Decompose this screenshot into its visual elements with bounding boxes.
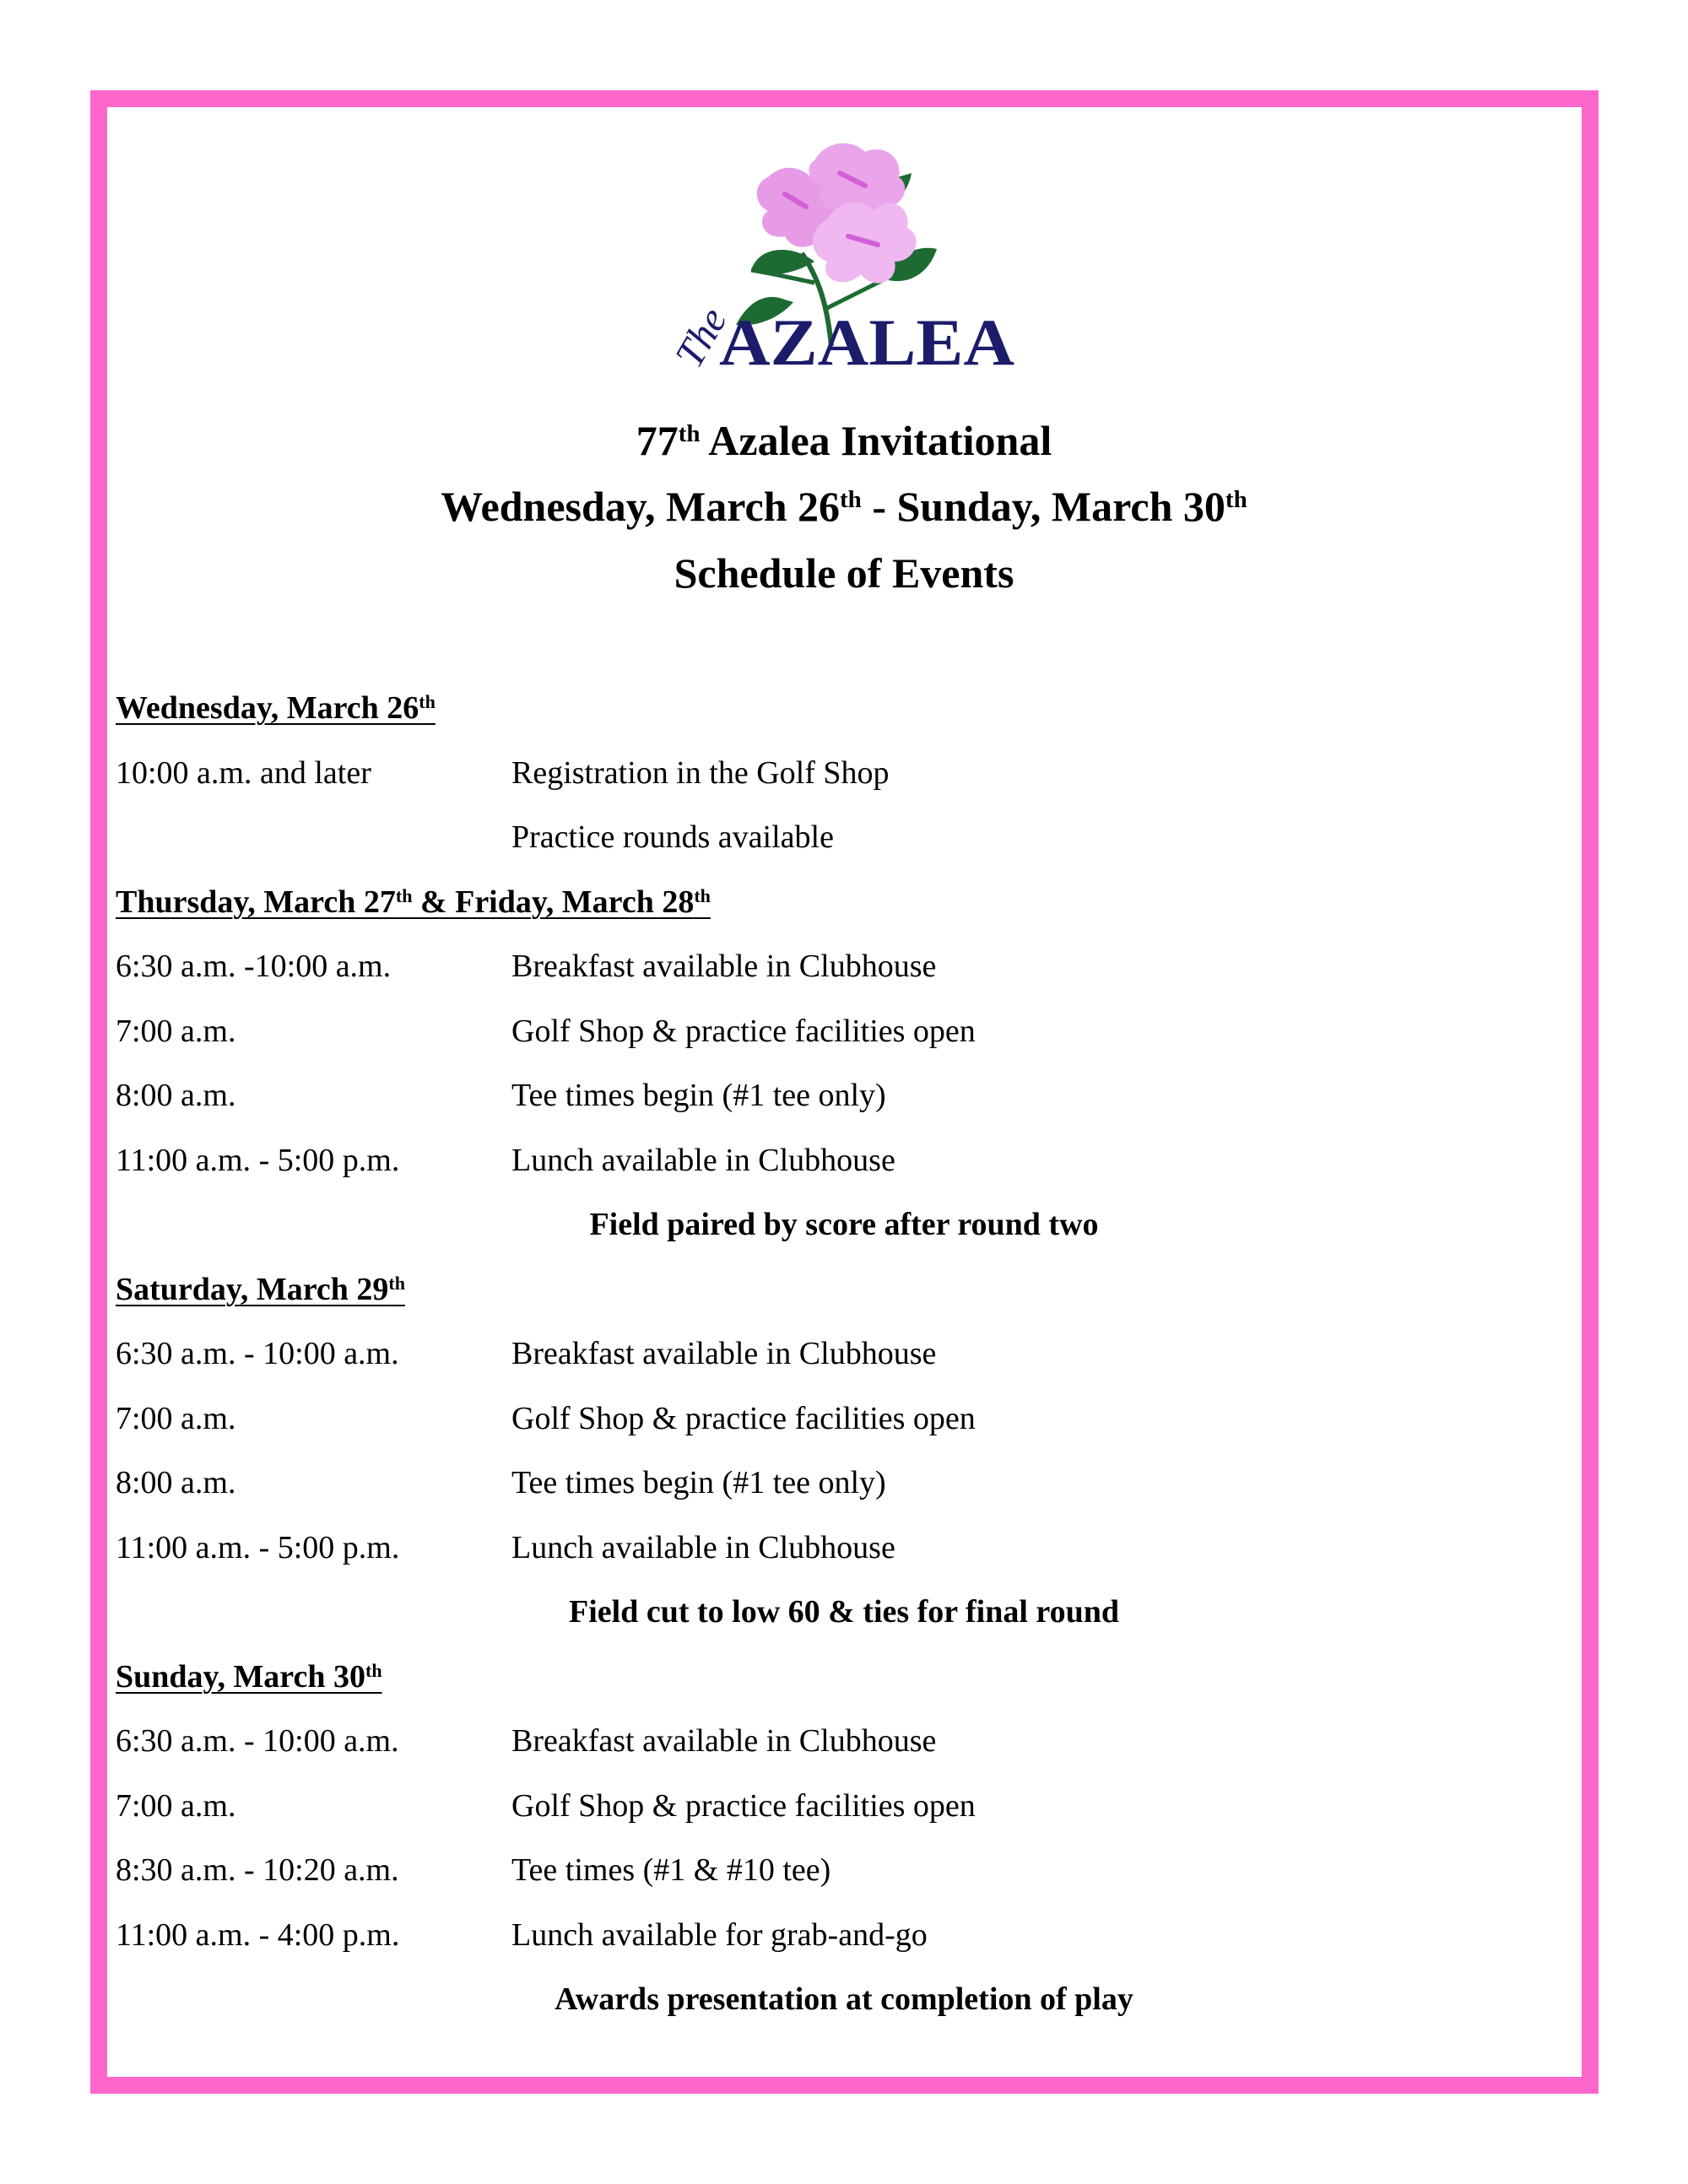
text-segment: Thursday, March 27 — [116, 884, 396, 920]
ordinal-suffix: th — [1225, 486, 1247, 514]
day-heading — [116, 883, 711, 922]
schedule-event: Tee times (#1 & #10 tee) — [511, 1852, 831, 1888]
event-title — [0, 415, 1688, 466]
schedule-time: 11:00 a.m. - 4:00 p.m. — [116, 1916, 400, 1953]
ordinal-suffix: th — [678, 420, 701, 448]
schedule-time: 10:00 a.m. and later — [116, 754, 371, 791]
schedule-time: 11:00 a.m. - 5:00 p.m. — [116, 1142, 400, 1178]
event-dates — [0, 481, 1688, 532]
ordinal-suffix: th — [388, 1272, 405, 1294]
ordinal-suffix: th — [694, 884, 711, 906]
schedule-event: Registration in the Golf Shop — [511, 754, 890, 791]
day-note: Field cut to low 60 & ties for final round — [569, 1594, 1119, 1630]
schedule-event: Breakfast available in Clubhouse — [511, 1723, 937, 1759]
text-segment: - Sunday, March 30 — [861, 483, 1225, 530]
schedule-heading — [0, 548, 1688, 598]
schedule-event: Practice rounds available — [511, 819, 834, 855]
text-segment: Saturday, March 29 — [116, 1271, 389, 1307]
day-heading — [116, 1657, 382, 1696]
schedule-time: 6:30 a.m. - 10:00 a.m. — [116, 1336, 399, 1371]
ordinal-suffix: th — [395, 884, 413, 906]
schedule-time: 7:00 a.m. — [116, 1400, 236, 1436]
day-heading — [116, 1270, 405, 1309]
schedule-time: 6:30 a.m. -10:00 a.m. — [116, 949, 392, 984]
text-segment: Schedule of Events — [674, 549, 1014, 597]
schedule-time: 11:00 a.m. - 5:00 p.m. — [116, 1529, 400, 1565]
schedule-time: 8:30 a.m. - 10:20 a.m. — [116, 1852, 399, 1888]
text-segment: Azalea Invitational — [700, 417, 1052, 464]
text-segment: Wednesday, March 26 — [441, 483, 841, 530]
day-note: Field paired by score after round two — [589, 1207, 1099, 1242]
text-segment: Wednesday, March 26 — [116, 690, 419, 726]
logo-azalea-text: AZALEA — [719, 305, 1014, 376]
schedule-event: Lunch available for grab-and-go — [511, 1916, 928, 1953]
schedule-event: Tee times begin (#1 tee only) — [511, 1465, 886, 1500]
schedule-event: Breakfast available in Clubhouse — [511, 1336, 937, 1371]
schedule-event: Breakfast available in Clubhouse — [511, 949, 937, 984]
schedule-time: 8:00 a.m. — [116, 1465, 236, 1500]
text-segment: 77 — [636, 417, 679, 464]
schedule-event: Golf Shop & practice facilities open — [511, 1013, 976, 1049]
day-heading — [116, 689, 436, 727]
schedule-event: Tee times begin (#1 tee only) — [511, 1078, 886, 1113]
ordinal-suffix: th — [419, 690, 436, 712]
text-segment: Sunday, March 30 — [116, 1658, 365, 1695]
azalea-logo — [658, 135, 1021, 376]
ordinal-suffix: th — [365, 1659, 382, 1681]
day-note: Awards presentation at completion of play — [555, 1981, 1133, 2017]
schedule-event: Golf Shop & practice facilities open — [511, 1400, 976, 1436]
schedule-time: 8:00 a.m. — [116, 1078, 236, 1113]
schedule-event: Golf Shop & practice facilities open — [511, 1787, 976, 1824]
text-segment: & Friday, March 28 — [412, 884, 695, 920]
logo-the-text: The — [666, 300, 736, 376]
schedule-time: 7:00 a.m. — [116, 1013, 236, 1049]
schedule-time: 6:30 a.m. - 10:00 a.m. — [116, 1723, 399, 1759]
schedule-event: Lunch available in Clubhouse — [511, 1529, 895, 1565]
ordinal-suffix: th — [840, 486, 862, 514]
schedule-event: Lunch available in Clubhouse — [511, 1142, 895, 1178]
schedule-time: 7:00 a.m. — [116, 1787, 236, 1824]
